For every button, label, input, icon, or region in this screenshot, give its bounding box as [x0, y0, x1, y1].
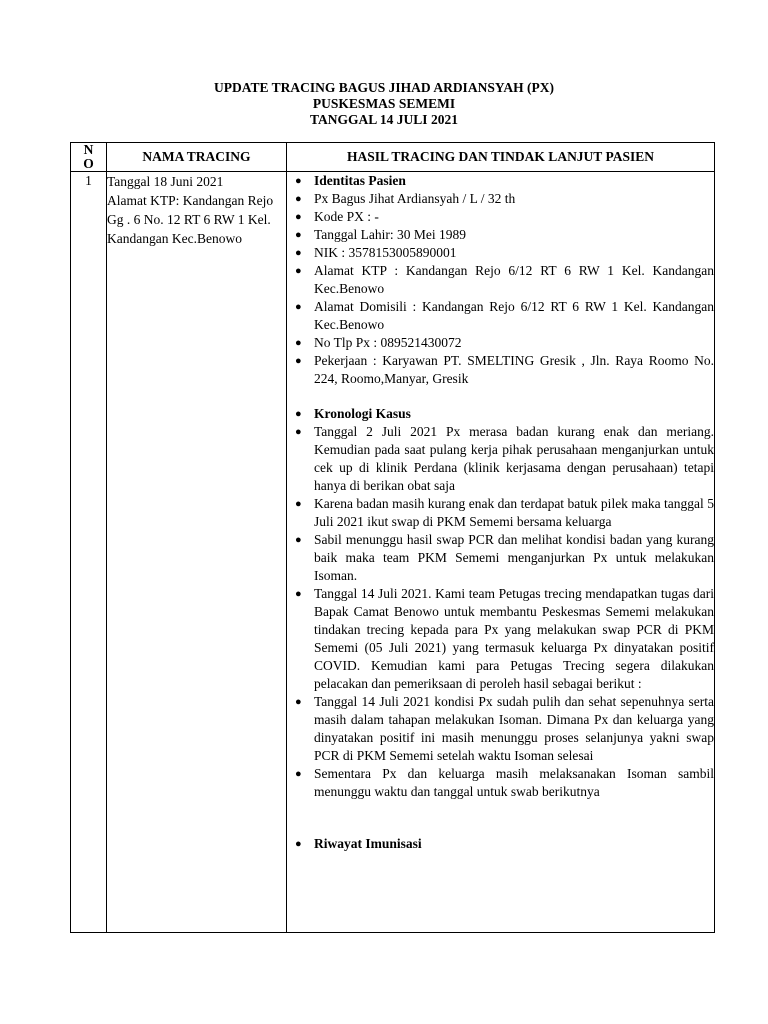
header-date: TANGGAL 14 JULI 2021 [310, 112, 458, 127]
bullet-icon: ● [295, 768, 302, 780]
bullet-icon: ● [295, 498, 302, 510]
bullet-icon: ● [295, 301, 302, 313]
column-header-nama: NAMA TRACING [107, 143, 287, 172]
bullet-icon: ● [295, 265, 302, 277]
table-header-row [71, 143, 715, 172]
bullet-icon: ● [295, 247, 302, 259]
bullet-icon: ● [295, 355, 302, 367]
list-item: ● Tanggal 2 Juli 2021 Px merasa badan kurang enak dan meriang. Kemudian pada saat pulang kerja pihak perusahaan menganjurkan untuk cek up di klinik Perdana (klinik kerjasama dengan perusahaan) tetapi hanya di berikan obat saja [295, 424, 714, 493]
section-heading-kronologi: ● Kronologi Kasus [295, 406, 411, 421]
hasil-tracing-cell [287, 172, 715, 933]
column-header-no-top: N [83, 142, 94, 157]
list-item: ● Tanggal 14 Juli 2021 kondisi Px sudah pulih dan sehat sepenuhnya serta masih dalam tahapan melakukan Isoman. Dimana Px dan keluarga yang dinyatakan positif ini masih menunggu proses selanjunya yakni swap PCR di PKM Sememi setelah waktu Isoman selesai [295, 694, 714, 763]
bullet-icon: ● [295, 838, 302, 850]
bullet-icon: ● [295, 426, 302, 438]
column-header-no [71, 143, 107, 172]
column-header-hasil: HASIL TRACING DAN TINDAK LANJUT PASIEN [287, 143, 715, 172]
bullet-icon: ● [295, 534, 302, 546]
list-item: ● Sabil menunggu hasil swap PCR dan melihat kondisi badan yang kurang baik maka team PKM Sememi menganjurkan Px untuk melakukan Isoman. [295, 532, 714, 583]
column-header-no-bottom: O [83, 156, 94, 171]
list-item: ● Alamat Domisili : Kandangan Rejo 6/12 RT 6 RW 1 Kel. Kandangan Kec.Benowo [295, 299, 714, 332]
row-number: 1 [71, 172, 107, 933]
bullet-icon: ● [295, 175, 302, 187]
kronologi-list [287, 405, 714, 801]
list-item: ● Kode PX : - [295, 209, 379, 224]
list-item: ● Tanggal 14 Juli 2021. Kami team Petugas trecing mendapatkan tugas dari Bapak Camat Benowo untuk membantu Peskesmas Sememi melakukan tindakan trecing kepada para Px yang melakukan swap PCR di PKM Sememi (05 Juli 2021) yang termasuk keluarga Px dinyatakan positif COVID. Kemudian kami para Petugas Trecing segera dilakukan pelacakan dan pemeriksaan di peroleh hasil sebagai berikut : [295, 586, 714, 691]
list-item: ● Sementara Px dan keluarga masih melaksanakan Isoman sambil menunggu waktu dan tanggal untuk swab berikutnya [295, 766, 714, 799]
bullet-icon: ● [295, 211, 302, 223]
identitas-list [287, 172, 714, 388]
list-item: ● Karena badan masih kurang enak dan terdapat batuk pilek maka tanggal 5 Juli 2021 ikut swap di PKM Sememi bersama keluarga [295, 496, 714, 529]
list-item: ● Pekerjaan : Karyawan PT. SMELTING Gresik , Jln. Raya Roomo No. 224, Roomo,Manyar, Gresik [295, 353, 714, 386]
section-heading-riwayat: ● Riwayat Imunisasi [295, 836, 422, 851]
tracing-address: Alamat KTP: Kandangan Rejo Gg . 6 No. 12 RT 6 RW 1 Kel. Kandangan Kec.Benowo [107, 193, 274, 246]
table-row [71, 172, 715, 933]
tracing-date: Tanggal 18 Juni 2021 [107, 174, 224, 189]
tracing-table [70, 142, 715, 933]
list-item: ● Alamat KTP : Kandangan Rejo 6/12 RT 6 RW 1 Kel. Kandangan Kec.Benowo [295, 263, 714, 296]
nama-tracing-cell [107, 172, 287, 933]
header-title: UPDATE TRACING BAGUS JIHAD ARDIANSYAH (PX) [214, 80, 554, 95]
bullet-icon: ● [295, 193, 302, 205]
list-item: ● Px Bagus Jihat Ardiansyah / L / 32 th [295, 191, 516, 206]
list-item: ● NIK : 3578153005890001 [295, 245, 457, 260]
section-heading-identitas: ● Identitas Pasien [295, 173, 406, 188]
bullet-icon: ● [295, 588, 302, 600]
riwayat-list [287, 835, 714, 853]
list-item: ● Tanggal Lahir: 30 Mei 1989 [295, 227, 467, 242]
bullet-icon: ● [295, 408, 302, 420]
bullet-icon: ● [295, 696, 302, 708]
header-institution: PUSKESMAS SEMEMI [312, 96, 456, 111]
list-item: ● No Tlp Px : 089521430072 [295, 335, 462, 350]
bullet-icon: ● [295, 337, 302, 349]
document-header [0, 80, 768, 128]
bullet-icon: ● [295, 229, 302, 241]
